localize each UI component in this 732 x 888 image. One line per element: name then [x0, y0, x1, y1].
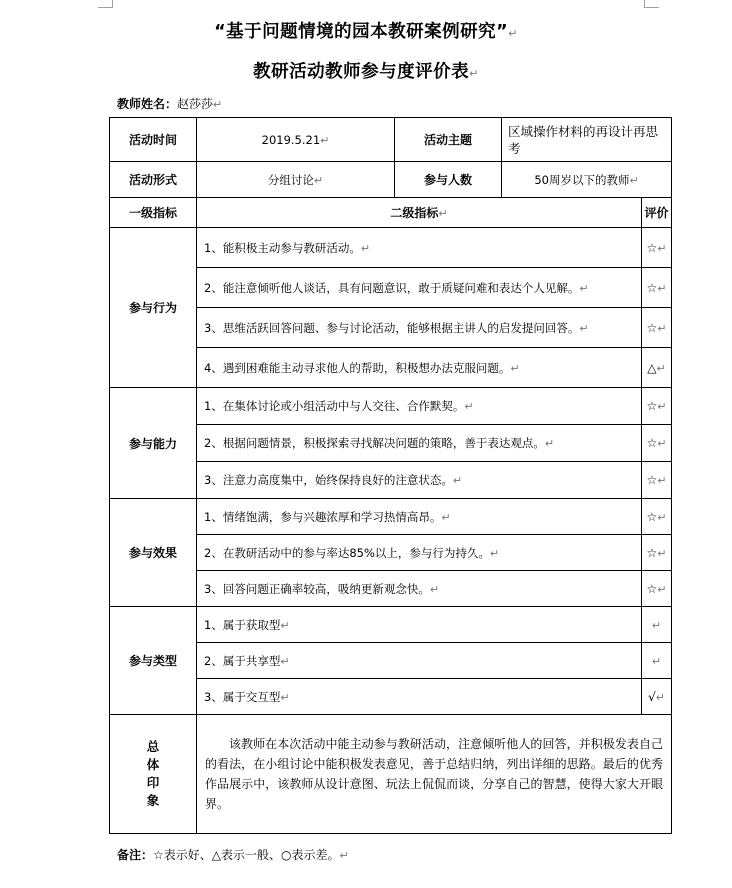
level1-category: 参与行为: [110, 228, 197, 388]
column-header-rating: 评价: [642, 198, 672, 228]
criteria-row: [110, 388, 672, 425]
rating-cell: ☆↵: [642, 268, 672, 308]
activity-theme-label: 活动主题: [395, 118, 502, 162]
criteria-row: [110, 228, 672, 268]
level1-category: 参与效果: [110, 499, 197, 607]
criteria-text: 3、思维活跃回答问题、参与讨论活动，能够根据主讲人的启发提问回答。↵: [197, 308, 642, 348]
evaluation-table: [109, 117, 672, 834]
rating-cell: √↵: [642, 679, 672, 715]
teacher-name-line: 教师姓名：赵莎莎↵: [117, 97, 223, 111]
document-title: “基于问题情境的园本教研案例研究”↵: [214, 22, 518, 42]
activity-info-row: [110, 118, 672, 162]
rating-cell: ☆↵: [642, 535, 672, 571]
summary-label-char: 总: [146, 739, 160, 754]
criteria-text: 1、属于获取型↵: [197, 607, 642, 643]
document-subtitle: 教研活动教师参与度评价表↵: [253, 62, 479, 82]
criteria-text: 3、属于交互型↵: [197, 679, 642, 715]
activity-form-label: 活动形式: [110, 162, 197, 198]
participant-count-value: 50周岁以下的教师↵: [502, 162, 672, 198]
criteria-text: 1、能积极主动参与教研活动。↵: [197, 228, 642, 268]
criteria-text: 2、能注意倾听他人谈话，具有问题意识，敢于质疑问难和表达个人见解。↵: [197, 268, 642, 308]
rating-cell: ☆↵: [642, 228, 672, 268]
criteria-text: 2、根据问题情景，积极探索寻找解决问题的策略，善于表达观点。↵: [197, 425, 642, 462]
criteria-row: [110, 499, 672, 535]
criteria-text: 3、注意力高度集中，始终保持良好的注意状态。↵: [197, 462, 642, 499]
page-corner-mark-left: [98, 0, 113, 8]
summary-label-char: 体: [146, 757, 160, 772]
activity-theme-value: 区域操作材料的再设计再思考: [502, 118, 672, 162]
summary-row: [110, 715, 672, 834]
rating-cell: ☆↵: [642, 388, 672, 425]
rating-cell: △↵: [642, 348, 672, 388]
footnote-label: 备注：: [117, 848, 154, 862]
activity-time-value: 2019.5.21↵: [197, 118, 395, 162]
criteria-text: 2、在教研活动中的参与率达85%以上，参与行为持久。↵: [197, 535, 642, 571]
rating-cell: ☆↵: [642, 571, 672, 607]
summary-label-char: 印: [146, 775, 160, 790]
rating-cell: ☆↵: [642, 308, 672, 348]
footnote: 备注：☆表示好、△表示一般、○表示差。↵: [117, 848, 349, 862]
column-header-level2: 二级指标↵: [197, 198, 642, 228]
rating-cell: ☆↵: [642, 425, 672, 462]
participant-count-label: 参与人数: [395, 162, 502, 198]
level1-category: 参与类型: [110, 607, 197, 715]
level1-category: 参与能力: [110, 388, 197, 499]
teacher-name-value: 赵莎莎: [177, 97, 214, 111]
rating-cell: ☆↵: [642, 462, 672, 499]
page-corner-mark-right: [644, 0, 659, 8]
rating-cell: ☆↵: [642, 499, 672, 535]
teacher-name-label: 教师姓名：: [117, 97, 178, 111]
rating-cell: ↵: [642, 607, 672, 643]
criteria-text: 1、在集体讨论或小组活动中与人交往、合作默契。↵: [197, 388, 642, 425]
activity-time-label: 活动时间: [110, 118, 197, 162]
criteria-text: 1、情绪饱满，参与兴趣浓厚和学习热情高昂。↵: [197, 499, 642, 535]
criteria-text: 4、遇到困难能主动寻求他人的帮助，积极想办法克服问题。↵: [197, 348, 642, 388]
summary-label-char: 象: [146, 793, 160, 808]
criteria-text: 3、回答问题正确率较高，吸纳更新观念快。↵: [197, 571, 642, 607]
activity-form-row: [110, 162, 672, 198]
criteria-row: [110, 607, 672, 643]
criteria-text: 2、属于共享型↵: [197, 643, 642, 679]
activity-form-value: 分组讨论↵: [197, 162, 395, 198]
footnote-text: ☆表示好、△表示一般、○表示差。: [153, 848, 340, 862]
rating-cell: ↵: [642, 643, 672, 679]
column-header-row: [110, 198, 672, 228]
column-header-level1: 一级指标: [110, 198, 197, 228]
summary-text: 该教师在本次活动中能主动参与教研活动，注意倾听他人的回答，并积极发表自己的看法，在小组讨论中能积极发表意见，善于总结归纳，列出详细的思路。最后的优秀作品展示中，该教师从设计意图、玩法上侃侃而谈，分享自己的智慧，使得大家大开眼界。: [197, 715, 672, 834]
summary-label: [110, 715, 197, 834]
